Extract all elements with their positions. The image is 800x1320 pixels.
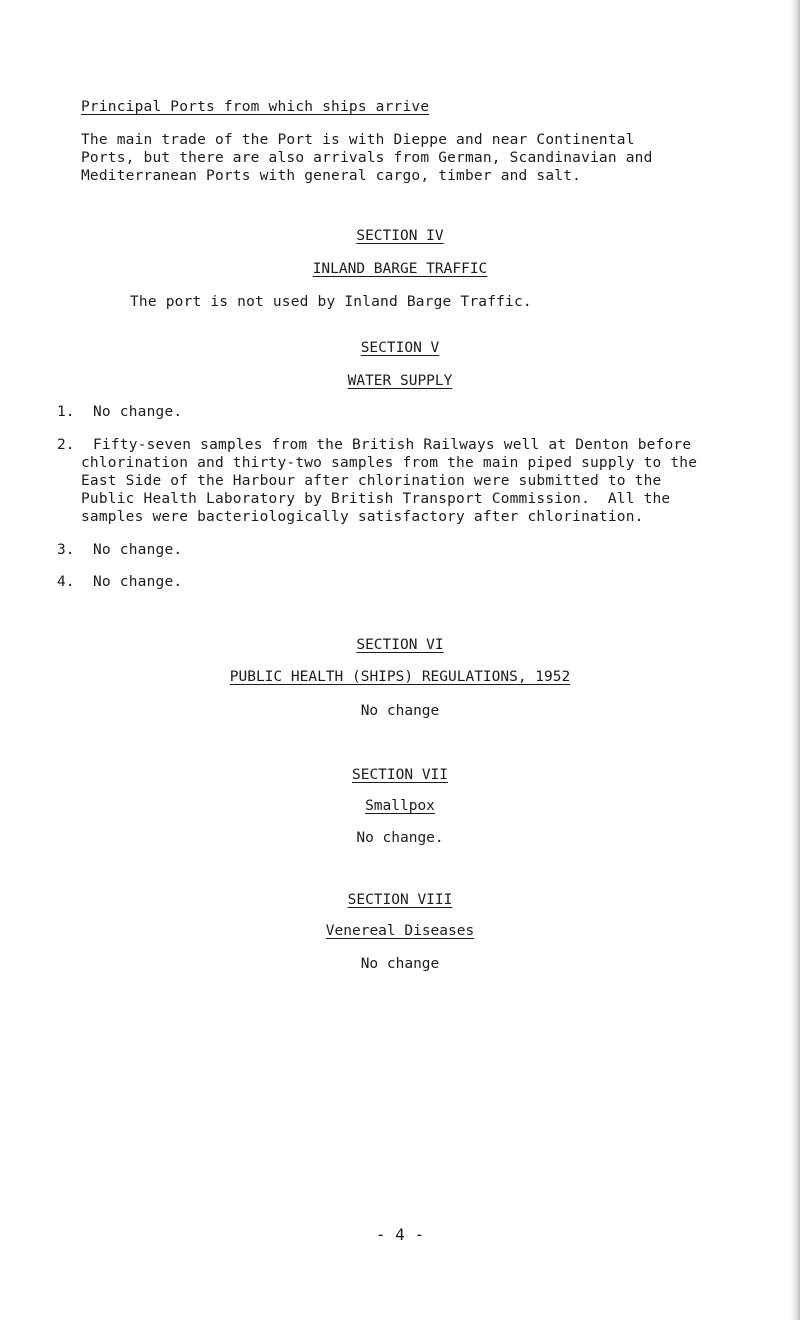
section-viii-subtitle: Venereal Diseases xyxy=(325,923,475,939)
principal-ports-line-2: Ports, but there are also arrivals from German, Scandinavian and xyxy=(81,150,653,166)
item-text: Public Health Laboratory by British Transport Commission. All the xyxy=(81,491,671,507)
section-vii-subtitle: Smallpox xyxy=(365,798,435,814)
item-text: No change. xyxy=(93,542,183,558)
section-v-title: SECTION V xyxy=(360,340,440,356)
section-iv-text: The port is not used by Inland Barge Traffic. xyxy=(130,294,532,310)
principal-ports-heading: Principal Ports from which ships arrive xyxy=(81,99,430,115)
item-number: 3. xyxy=(57,542,75,558)
item-number: 2. xyxy=(57,437,75,453)
section-vi-title: SECTION VI xyxy=(356,637,444,653)
principal-ports-line-1: The main trade of the Port is with Dieppe and near Continental xyxy=(81,132,635,148)
page-edge-shadow xyxy=(790,0,800,1320)
section-vi-subtitle: PUBLIC HEALTH (SHIPS) REGULATIONS, 1952 xyxy=(229,669,571,685)
item-text: chlorination and thirty-two samples from the main piped supply to the xyxy=(81,455,698,471)
section-vii-text: No change. xyxy=(356,830,444,846)
section-viii-title: SECTION VIII xyxy=(347,892,453,908)
section-iv-title: SECTION IV xyxy=(356,228,444,244)
item-text: No change. xyxy=(93,404,183,420)
item-number: 1. xyxy=(57,404,75,420)
item-text: East Side of the Harbour after chlorination were submitted to the xyxy=(81,473,662,489)
section-vii-title: SECTION VII xyxy=(351,767,449,783)
section-vi-text: No change xyxy=(360,703,440,719)
section-iv-subtitle: INLAND BARGE TRAFFIC xyxy=(312,261,488,277)
section-v-subtitle: WATER SUPPLY xyxy=(347,373,453,389)
page-number: - 4 - xyxy=(375,1225,425,1244)
item-text: Fifty-seven samples from the British Railways well at Denton before xyxy=(93,437,692,453)
item-text: No change. xyxy=(93,574,183,590)
principal-ports-line-3: Mediterranean Ports with general cargo, timber and salt. xyxy=(81,168,582,184)
item-number: 4. xyxy=(57,574,75,590)
section-viii-text: No change xyxy=(360,956,440,972)
item-text: samples were bacteriologically satisfactory after chlorination. xyxy=(81,509,644,525)
